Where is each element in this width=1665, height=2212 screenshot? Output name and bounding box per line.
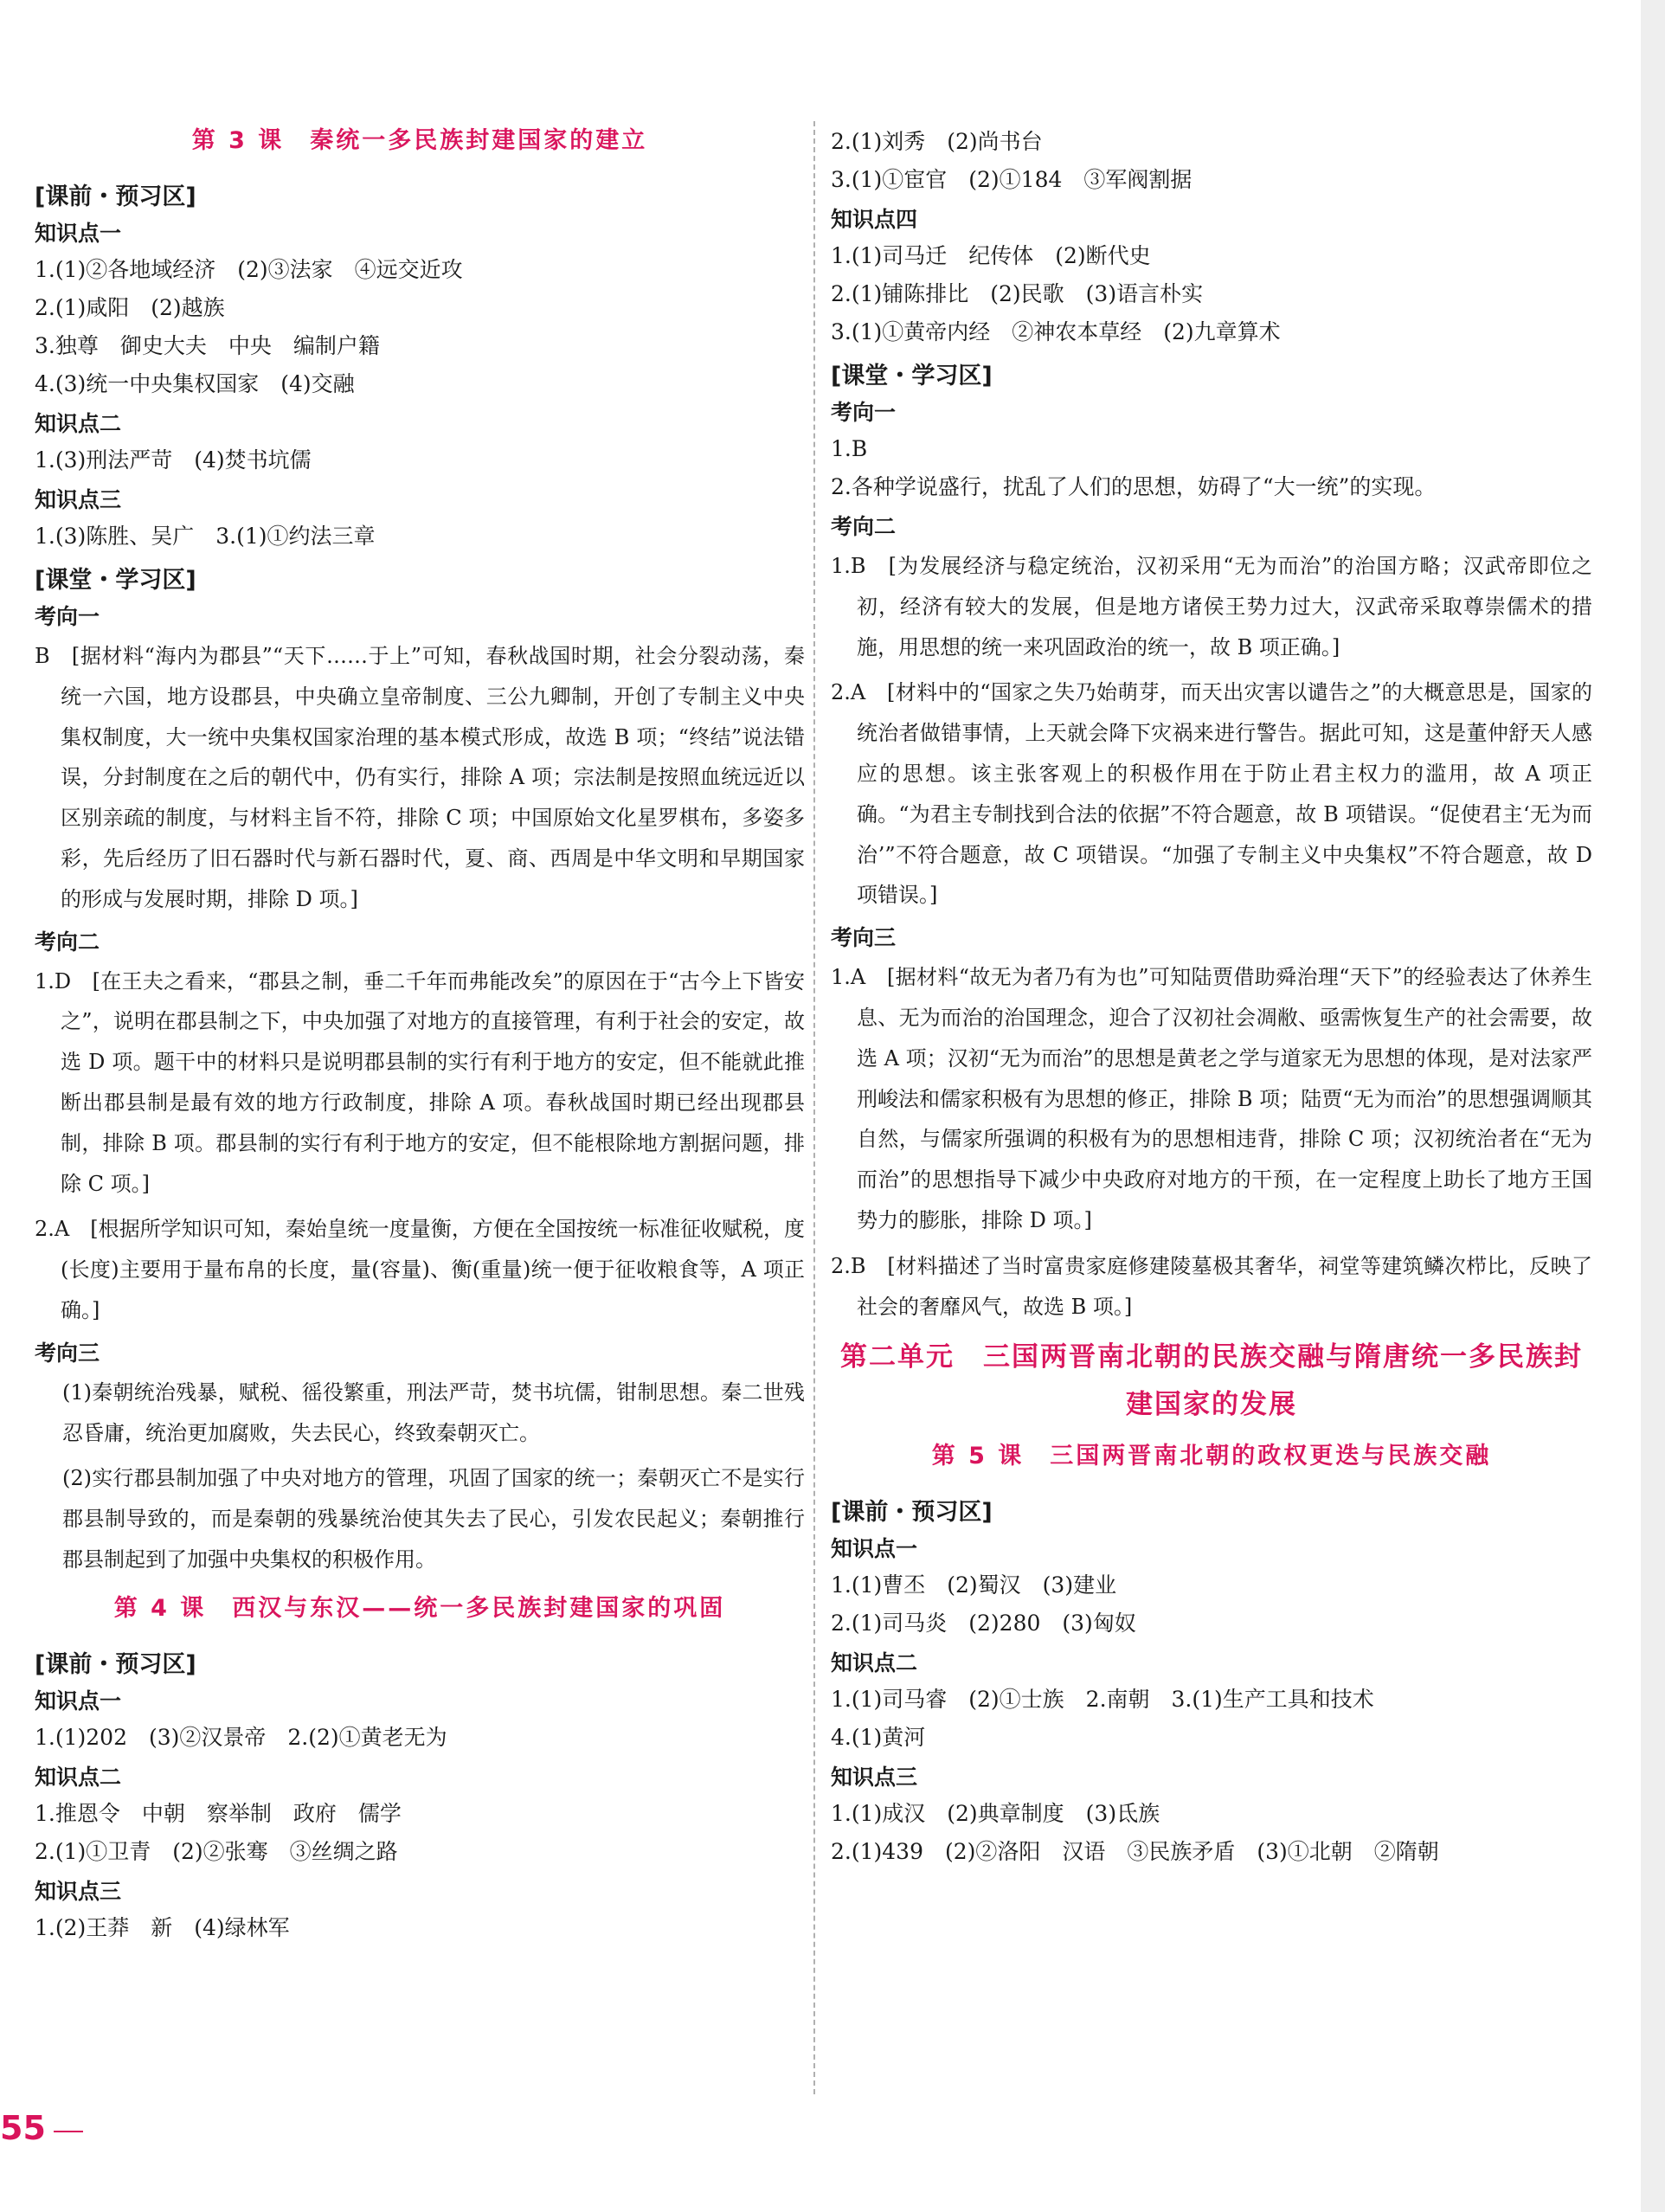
answer-line: 2.各种学说盛行，扰乱了人们的思想，妨碍了“大一统”的实现。 <box>831 474 1437 499</box>
knowledge-point-heading: 知识点一 <box>35 1688 122 1714</box>
left-column <box>35 113 805 1949</box>
column-divider <box>813 121 815 2094</box>
answer-line: 3.独尊 御史大夫 中央 编制户籍 <box>35 333 380 358</box>
answer-line: 1.B <box>831 436 868 461</box>
right-column <box>831 121 1592 1873</box>
lesson-title: 第 3 课 秦统一多民族封建国家的建立 <box>191 127 648 154</box>
answer-line: 1.(1)司马迁 纪传体 (2)断代史 <box>831 243 1151 268</box>
answer-line: 2.(1)刘秀 (2)尚书台 <box>831 129 1043 154</box>
answer-line: 2.(1)司马炎 (2)280 (3)匈奴 <box>831 1610 1136 1636</box>
knowledge-point-heading: 知识点一 <box>35 221 122 246</box>
answer-line: 4.(3)统一中央集权国家 (4)交融 <box>35 371 355 396</box>
knowledge-point-heading: 考向一 <box>831 400 897 425</box>
knowledge-point-heading: 知识点二 <box>831 1649 918 1675</box>
answer-paragraph: B [据材料“海内为郡县”“天下……于上”可知，春秋战国时期，社会分裂动荡，秦统一六国，地方设郡县，中央确立皇帝制度、三公九卿制，开创了专制主义中央集权制度，大一统中央集权国家治理的基本模式形成，故选 B 项；“终结”说法错误，分封制度在之后的朝代中，仍有实行，排除 A 项；宗法制是按照血统远近以区别亲疏的制度，与材料主旨不符，排除 C 项；中国原始文化星罗棋布，多姿多彩，先后经历了旧石器时代与新石器时代，夏、商、西周是中华文明和早期国家的形成与发展时期，排除 D 项。] <box>35 644 805 911</box>
section-header: [课堂・学习区] <box>35 567 196 594</box>
answer-paragraph: 2.B [材料描述了当时富贵家庭修建陵墓极其奢华，祠堂等建筑鳞次栉比，反映了社会的奢靡风气，故选 B 项。] <box>831 1253 1592 1319</box>
answer-line: 1.推恩令 中朝 察举制 政府 儒学 <box>35 1800 402 1826</box>
answer-line: 1.(3)陈胜、吴广 3.(1)①约法三章 <box>35 524 376 549</box>
knowledge-point-heading: 考向二 <box>35 929 100 955</box>
page-number-dash <box>54 2131 83 2132</box>
answer-line: 2.(1)①卫青 (2)②张骞 ③丝绸之路 <box>35 1838 398 1864</box>
answer-paragraph: 1.D [在王夫之看来，“郡县之制，垂二千年而弗能改矣”的原因在于“古今上下皆安之”，说明在郡县制之下，中央加强了对地方的直接管理，有利于社会的安定，故选 D 项。题干中的材料只是说明郡县制的实行有利于地方的安定，但不能就此推断出郡县制是最有效的地方行政制度，排除 A 项。春秋战国时期已经出现郡县制，排除 B 项。郡县制的实行有利于地方的安定，但不能根除地方割据问题，排除 C 项。] <box>35 968 805 1196</box>
knowledge-point-heading: 考向三 <box>831 925 897 951</box>
answer-paragraph: (1)秦朝统治残暴，赋税、徭役繁重，刑法严苛，焚书坑儒，钳制思想。秦二世残忍昏庸，统治更加腐败，失去民心，终致秦朝灭亡。 <box>62 1379 805 1445</box>
answer-line: 3.(1)①宦官 (2)①184 ③军阀割据 <box>831 167 1192 192</box>
answer-line: 1.(1)曹丕 (2)蜀汉 (3)建业 <box>831 1572 1117 1598</box>
answer-line: 1.(1)②各地域经济 (2)③法家 ④远交近攻 <box>35 257 463 282</box>
answer-line: 1.(2)王莽 新 (4)绿林军 <box>35 1914 290 1940</box>
lesson-title: 第 5 课 三国两晋南北朝的政权更迭与民族交融 <box>931 1442 1492 1469</box>
knowledge-point-heading: 知识点三 <box>35 487 122 512</box>
answer-line: 2.(1)439 (2)②洛阳 汉语 ③民族矛盾 (3)①北朝 ②隋朝 <box>831 1838 1439 1864</box>
section-header: [课前・预习区] <box>35 1650 196 1678</box>
knowledge-point-heading: 考向三 <box>35 1340 100 1366</box>
knowledge-point-heading: 知识点二 <box>35 411 122 436</box>
answer-paragraph: 1.A [据材料“故无为者乃有为也”可知陆贾借助舜治理“天下”的经验表达了休养生息、无为而治的治国理念，迎合了汉初社会凋敝、亟需恢复生产的社会需要，故选 A 项；汉初“无为而治”的思想是黄老之学与道家无为思想的体现，是对法家严刑峻法和儒家积极有为思想的修正，排除 B 项；陆贾“无为而治”的思想强调顺其自然，与儒家所强调的积极有为的思想相违背，排除 C 项；汉初统治者在“无为而治”的思想指导下减少中央政府对地方的干预，在一定程度上助长了地方王国势力的膨胀，排除 D 项。] <box>831 965 1592 1232</box>
answer-line: 3.(1)①黄帝内经 ②神农本草经 (2)九章算术 <box>831 319 1281 344</box>
knowledge-point-heading: 知识点三 <box>35 1878 122 1904</box>
answer-line: 1.(3)刑法严苛 (4)焚书坑儒 <box>35 447 312 473</box>
knowledge-point-heading: 考向一 <box>35 604 100 629</box>
answer-line: 4.(1)黄河 <box>831 1724 926 1750</box>
section-header: [课前・预习区] <box>35 183 196 210</box>
section-header: [课前・预习区] <box>831 1498 993 1526</box>
knowledge-point-heading: 知识点二 <box>35 1764 122 1790</box>
answer-line: 2.(1)铺陈排比 (2)民歌 (3)语言朴实 <box>831 281 1204 306</box>
answer-paragraph: 2.A [材料中的“国家之失乃始萌芽，而天出灾害以谴告之”的大概意思是，国家的统治者做错事情，上天就会降下灾祸来进行警告。据此可知，这是董仲舒天人感应的思想。该主张客观上的积极作用在于防止君主权力的滥用，故 A 项正确。“为君主专制找到合法的依据”不符合题意，故 B 项错误。“促使君主‘无为而治’”不符合题意，故 C 项错误。“加强了专制主义中央集权”不符合题意，故 D 项错误。] <box>831 680 1592 908</box>
knowledge-point-heading: 知识点一 <box>831 1535 918 1561</box>
answer-paragraph: (2)实行郡县制加强了中央对地方的管理，巩固了国家的统一；秦朝灭亡不是实行郡县制导致的，而是秦朝的残暴统治使其失去了民心，引发农民起义；秦朝推行郡县制起到了加强中央集权的积极作用。 <box>62 1466 805 1572</box>
answer-line: 1.(1)成汉 (2)典章制度 (3)氐族 <box>831 1800 1160 1826</box>
knowledge-point-heading: 知识点三 <box>831 1764 918 1790</box>
page-number: 55 <box>0 2109 46 2147</box>
lesson-title: 第 4 课 西汉与东汉——统一多民族封建国家的巩固 <box>113 1594 726 1622</box>
answer-line: 2.(1)咸阳 (2)越族 <box>35 295 225 320</box>
knowledge-point-heading: 考向二 <box>831 514 897 539</box>
knowledge-point-heading: 知识点四 <box>831 207 918 232</box>
answer-line: 1.(1)202 (3)②汉景帝 2.(2)①黄老无为 <box>35 1724 447 1750</box>
section-header: [课堂・学习区] <box>831 363 993 389</box>
answer-line: 1.(1)司马睿 (2)①士族 2.南朝 3.(1)生产工具和技术 <box>831 1686 1374 1712</box>
unit-title: 第二单元 三国两晋南北朝的民族交融与隋唐统一多民族封建国家的发展 <box>840 1341 1583 1420</box>
answer-paragraph: 2.A [根据所学知识可知，秦始皇统一度量衡，方便在全国按统一标准征收赋税，度(长度)主要用于量布帛的长度，量(容量)、衡(重量)统一便于征收粮食等，A 项正确。] <box>35 1217 805 1322</box>
answer-paragraph: 1.B [为发展经济与稳定统治，汉初采用“无为而治”的治国方略；汉武帝即位之初，经济有较大的发展，但是地方诸侯王势力过大，汉武帝采取尊崇儒术的措施，用思想的统一来巩固政治的统一，故 B 项正确。] <box>831 554 1592 659</box>
scan-edge <box>1641 0 1665 2212</box>
